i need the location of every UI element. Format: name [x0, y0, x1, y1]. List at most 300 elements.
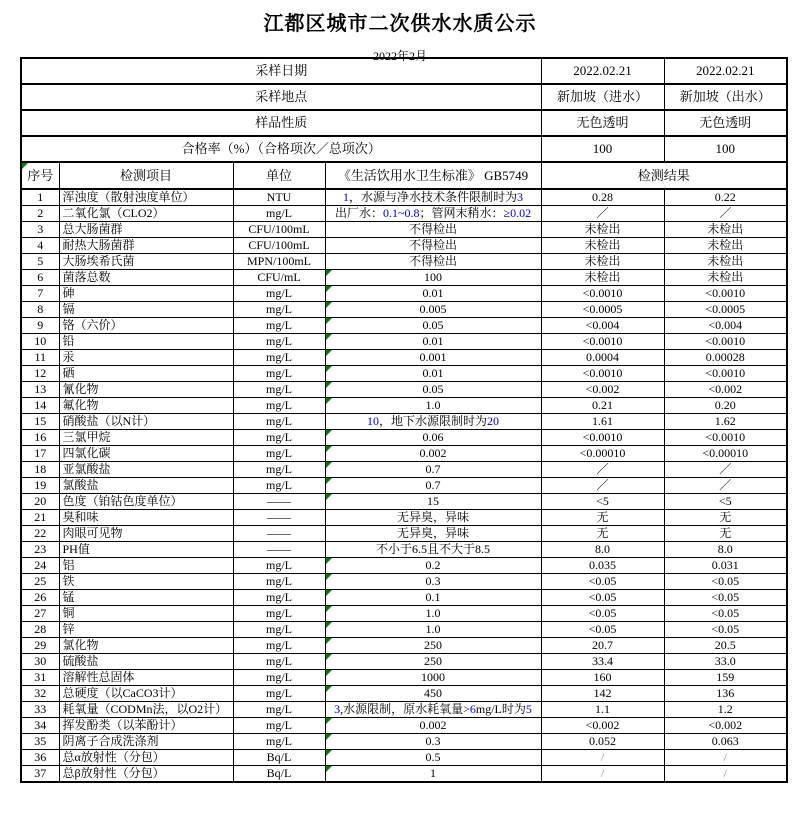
row-index: 6: [21, 270, 59, 286]
table-row: [21, 189, 787, 206]
row-standard: 250: [325, 638, 541, 654]
row-index: 30: [21, 654, 59, 670]
row-unit: mg/L: [233, 206, 325, 222]
row-item: 氯酸盐: [59, 478, 233, 494]
row-result-1: <0.05: [541, 622, 664, 638]
row-item: 氟化物: [59, 398, 233, 414]
row-item: 铁: [59, 574, 233, 590]
row-index: 7: [21, 286, 59, 302]
row-item: 总β放射性（分包）: [59, 766, 233, 783]
table-row: [21, 558, 787, 574]
row-item: 砷: [59, 286, 233, 302]
row-standard: 0.01: [325, 366, 541, 382]
table-row: [21, 254, 787, 270]
row-result-2: ／: [664, 478, 787, 494]
row-result-1: <0.0005: [541, 302, 664, 318]
row-result-1: <0.0010: [541, 366, 664, 382]
excel-flag-icon: [326, 430, 332, 436]
row-unit: mg/L: [233, 574, 325, 590]
table-row: [21, 638, 787, 654]
row-result-1: <0.0010: [541, 334, 664, 350]
row-unit: mg/L: [233, 590, 325, 606]
row-unit: mg/L: [233, 622, 325, 638]
row-standard: 无异臭，异味: [325, 510, 541, 526]
row-unit: NTU: [233, 189, 325, 206]
excel-flag-icon: [326, 302, 332, 308]
row-result-1: 未检出: [541, 270, 664, 286]
table-row: [21, 622, 787, 638]
excel-flag-icon: [326, 590, 332, 596]
row-unit: MPN/100mL: [233, 254, 325, 270]
row-item: 总大肠菌群: [59, 222, 233, 238]
row-index: 10: [21, 334, 59, 350]
excel-flag-icon: [326, 766, 332, 772]
table-row: [21, 222, 787, 238]
table-row: [21, 542, 787, 558]
row-unit: mg/L: [233, 302, 325, 318]
row-index: 25: [21, 574, 59, 590]
excel-flag-icon: [326, 574, 332, 580]
row-unit: mg/L: [233, 462, 325, 478]
row-item: 三氯甲烷: [59, 430, 233, 446]
row-result-1: <0.0010: [541, 286, 664, 302]
row-unit: mg/L: [233, 430, 325, 446]
excel-flag-icon: [326, 318, 332, 324]
row-index: 26: [21, 590, 59, 606]
row-item: 铅: [59, 334, 233, 350]
row-result-2: 1.62: [664, 414, 787, 430]
row-result-1: 未检出: [541, 238, 664, 254]
row-result-1: <0.00010: [541, 446, 664, 462]
row-result-1: 无: [541, 510, 664, 526]
row-standard: 1，水源与净水技术条件限制时为3: [325, 189, 541, 206]
row-standard: 1.0: [325, 398, 541, 414]
excel-flag-icon: [326, 494, 332, 500]
table-row: [21, 750, 787, 766]
table-row: [21, 334, 787, 350]
row-result-2: 未检出: [664, 222, 787, 238]
row-unit: mg/L: [233, 398, 325, 414]
table-row: [21, 526, 787, 542]
row-standard: 0.1: [325, 590, 541, 606]
sampling-date-label: 采样日期: [21, 58, 541, 84]
row-unit: mg/L: [233, 606, 325, 622]
row-result-2: <0.0005: [664, 302, 787, 318]
row-result-2: <0.0010: [664, 286, 787, 302]
row-standard: 1000: [325, 670, 541, 686]
row-item: 耐热大肠菌群: [59, 238, 233, 254]
excel-flag-icon: [326, 270, 332, 276]
row-result-1: 无: [541, 526, 664, 542]
row-result-1: 未检出: [541, 254, 664, 270]
row-unit: mg/L: [233, 654, 325, 670]
row-item: 铜: [59, 606, 233, 622]
row-result-1: <0.05: [541, 590, 664, 606]
row-item: 亚氯酸盐: [59, 462, 233, 478]
table-row: [21, 462, 787, 478]
row-result-1: <0.0010: [541, 430, 664, 446]
row-index: 1: [21, 189, 59, 206]
row-unit: mg/L: [233, 558, 325, 574]
row-index: 17: [21, 446, 59, 462]
row-item: 氰化物: [59, 382, 233, 398]
row-index: 8: [21, 302, 59, 318]
row-result-2: <0.0010: [664, 430, 787, 446]
row-standard: 0.05: [325, 318, 541, 334]
info-row-pass-rate: [21, 136, 787, 162]
table-row: [21, 494, 787, 510]
row-item: 四氯化碳: [59, 446, 233, 462]
row-item: 总硬度（以CaCO3计）: [59, 686, 233, 702]
row-unit: mg/L: [233, 670, 325, 686]
row-result-1: /: [541, 766, 664, 783]
row-result-2: 0.20: [664, 398, 787, 414]
table-row: [21, 366, 787, 382]
row-result-2: /: [664, 766, 787, 783]
row-unit: mg/L: [233, 734, 325, 750]
row-standard: 无异臭，异味: [325, 526, 541, 542]
table-row: [21, 270, 787, 286]
water-quality-table: [20, 57, 788, 783]
row-item: 菌落总数: [59, 270, 233, 286]
table-row: [21, 590, 787, 606]
row-result-1: 0.052: [541, 734, 664, 750]
row-index: 9: [21, 318, 59, 334]
row-index: 23: [21, 542, 59, 558]
table-row: [21, 382, 787, 398]
row-standard: 0.06: [325, 430, 541, 446]
row-item: 铬（六价）: [59, 318, 233, 334]
row-result-2: <0.002: [664, 382, 787, 398]
row-unit: mg/L: [233, 350, 325, 366]
row-standard: 不得检出: [325, 222, 541, 238]
row-item: 挥发酚类（以苯酚计）: [59, 718, 233, 734]
table-row: [21, 430, 787, 446]
row-result-1: 0.28: [541, 189, 664, 206]
excel-flag-icon: [326, 734, 332, 740]
row-result-2: ／: [664, 206, 787, 222]
row-index: 2: [21, 206, 59, 222]
row-item: 汞: [59, 350, 233, 366]
excel-flag-icon: [326, 558, 332, 564]
row-item: 浑浊度（散射浊度单位）: [59, 189, 233, 206]
row-index: 29: [21, 638, 59, 654]
column-header-item: 检测项目: [59, 162, 233, 189]
row-unit: mg/L: [233, 478, 325, 494]
row-index: 32: [21, 686, 59, 702]
row-unit: ——: [233, 510, 325, 526]
row-unit: ——: [233, 494, 325, 510]
page-subtitle: 2022年2月: [372, 49, 427, 63]
row-result-2: <0.0010: [664, 334, 787, 350]
row-item: 铝: [59, 558, 233, 574]
row-result-1: <0.05: [541, 574, 664, 590]
row-unit: ——: [233, 542, 325, 558]
table-row: [21, 734, 787, 750]
row-standard: 不得检出: [325, 254, 541, 270]
excel-flag-icon: [326, 606, 332, 612]
row-unit: ——: [233, 526, 325, 542]
sample-nature-value-1: 无色透明: [541, 110, 664, 136]
row-result-1: 0.21: [541, 398, 664, 414]
row-result-2: 0.063: [664, 734, 787, 750]
row-index: 15: [21, 414, 59, 430]
row-standard: 不小于6.5且不大于8.5: [325, 542, 541, 558]
row-result-2: 0.22: [664, 189, 787, 206]
row-result-2: ／: [664, 462, 787, 478]
excel-flag-icon: [326, 382, 332, 388]
row-standard: 0.01: [325, 334, 541, 350]
info-row-sampling-date: [21, 58, 787, 84]
row-result-2: 20.5: [664, 638, 787, 654]
row-standard: 0.002: [325, 446, 541, 462]
row-standard: 0.001: [325, 350, 541, 366]
row-result-2: 159: [664, 670, 787, 686]
row-result-1: 33.4: [541, 654, 664, 670]
row-result-2: 无: [664, 510, 787, 526]
row-standard: 15: [325, 494, 541, 510]
row-result-2: <0.05: [664, 574, 787, 590]
row-unit: mg/L: [233, 702, 325, 718]
table-row: [21, 206, 787, 222]
excel-flag-icon: [326, 350, 332, 356]
row-unit: mg/L: [233, 382, 325, 398]
pass-rate-value-2: 100: [664, 136, 787, 162]
row-standard: 10，地下水源限制时为20: [325, 414, 541, 430]
row-result-2: 无: [664, 526, 787, 542]
row-unit: CFU/100mL: [233, 238, 325, 254]
excel-flag-icon: [326, 750, 332, 756]
row-unit: Bq/L: [233, 766, 325, 783]
row-item: 硒: [59, 366, 233, 382]
table-row: [21, 318, 787, 334]
excel-flag-icon: [326, 670, 332, 676]
table-row: [21, 446, 787, 462]
row-index: 12: [21, 366, 59, 382]
row-item: 总α放射性（分包）: [59, 750, 233, 766]
row-result-2: <0.002: [664, 718, 787, 734]
row-result-1: /: [541, 750, 664, 766]
row-result-2: <0.05: [664, 590, 787, 606]
data-rows: [21, 189, 787, 782]
excel-flag-icon: [326, 366, 332, 372]
row-result-2: /: [664, 750, 787, 766]
excel-flag-icon: [326, 718, 332, 724]
row-index: 31: [21, 670, 59, 686]
sampling-location-value-2: 新加坡（出水）: [664, 84, 787, 110]
column-header-row: [21, 162, 787, 189]
row-standard: 0.01: [325, 286, 541, 302]
row-unit: mg/L: [233, 686, 325, 702]
row-result-1: 142: [541, 686, 664, 702]
excel-flag-icon: [326, 286, 332, 292]
row-result-1: ／: [541, 462, 664, 478]
row-index: 20: [21, 494, 59, 510]
table-row: [21, 702, 787, 718]
row-result-2: 136: [664, 686, 787, 702]
row-unit: mg/L: [233, 718, 325, 734]
row-standard: 0.005: [325, 302, 541, 318]
row-item: PH值: [59, 542, 233, 558]
row-result-2: 未检出: [664, 238, 787, 254]
row-result-1: ／: [541, 206, 664, 222]
row-result-1: 8.0: [541, 542, 664, 558]
row-item: 镉: [59, 302, 233, 318]
row-standard: 0.5: [325, 750, 541, 766]
row-index: 19: [21, 478, 59, 494]
sample-nature-label: 样品性质: [21, 110, 541, 136]
table-row: [21, 238, 787, 254]
table-row: [21, 510, 787, 526]
row-index: 13: [21, 382, 59, 398]
sampling-date-value-2: 2022.02.21: [664, 58, 787, 84]
row-item: 硝酸盐（以N计）: [59, 414, 233, 430]
row-index: 22: [21, 526, 59, 542]
table-row: [21, 478, 787, 494]
excel-flag-icon: [326, 686, 332, 692]
row-result-1: 0.0004: [541, 350, 664, 366]
row-result-1: <0.002: [541, 382, 664, 398]
row-index: 3: [21, 222, 59, 238]
row-item: 臭和味: [59, 510, 233, 526]
row-item: 溶解性总固体: [59, 670, 233, 686]
row-item: 耗氧量（CODMn法，以O2计）: [59, 702, 233, 718]
excel-flag-icon: [326, 638, 332, 644]
row-result-2: 未检出: [664, 270, 787, 286]
row-result-1: ／: [541, 478, 664, 494]
row-standard: 1: [325, 766, 541, 783]
row-standard: 3,水源限制，原水耗氧量>6mg/L时为5: [325, 702, 541, 718]
row-standard: 不得检出: [325, 238, 541, 254]
row-unit: mg/L: [233, 366, 325, 382]
row-result-1: <5: [541, 494, 664, 510]
row-result-2: 33.0: [664, 654, 787, 670]
row-standard: 450: [325, 686, 541, 702]
info-row-sample-nature: [21, 110, 787, 136]
sampling-date-value-1: 2022.02.21: [541, 58, 664, 84]
row-standard: 1.0: [325, 622, 541, 638]
table-row: [21, 606, 787, 622]
row-result-2: 8.0: [664, 542, 787, 558]
excel-flag-icon: [326, 622, 332, 628]
row-standard: 100: [325, 270, 541, 286]
row-result-1: <0.002: [541, 718, 664, 734]
table-row: [21, 670, 787, 686]
table-row: [21, 350, 787, 366]
column-header-unit: 单位: [233, 162, 325, 189]
row-unit: CFU/mL: [233, 270, 325, 286]
row-standard: 0.3: [325, 734, 541, 750]
row-result-2: 0.00028: [664, 350, 787, 366]
row-standard: 0.002: [325, 718, 541, 734]
row-index: 24: [21, 558, 59, 574]
row-item: 肉眼可见物: [59, 526, 233, 542]
info-rows: [21, 58, 787, 189]
row-standard: 0.7: [325, 462, 541, 478]
row-result-1: 1.61: [541, 414, 664, 430]
row-unit: mg/L: [233, 414, 325, 430]
row-result-2: <0.00010: [664, 446, 787, 462]
table-row: [21, 414, 787, 430]
sampling-location-label: 采样地点: [21, 84, 541, 110]
row-item: 锰: [59, 590, 233, 606]
pass-rate-label: 合格率（%）（合格项次／总项次）: [21, 136, 541, 162]
row-index: 27: [21, 606, 59, 622]
row-unit: mg/L: [233, 446, 325, 462]
row-unit: mg/L: [233, 638, 325, 654]
row-standard: 0.05: [325, 382, 541, 398]
row-standard: 0.3: [325, 574, 541, 590]
row-index: 5: [21, 254, 59, 270]
row-result-1: 160: [541, 670, 664, 686]
row-unit: mg/L: [233, 286, 325, 302]
excel-flag-icon: [326, 654, 332, 660]
row-index: 34: [21, 718, 59, 734]
row-unit: CFU/100mL: [233, 222, 325, 238]
table-row: [21, 286, 787, 302]
row-item: 阴离子合成洗涤剂: [59, 734, 233, 750]
row-item: 锌: [59, 622, 233, 638]
row-result-1: 未检出: [541, 222, 664, 238]
row-standard: 0.7: [325, 478, 541, 494]
row-index: 36: [21, 750, 59, 766]
table-row: [21, 766, 787, 783]
row-unit: mg/L: [233, 334, 325, 350]
row-standard: 250: [325, 654, 541, 670]
table-row: [21, 398, 787, 414]
row-item: 色度（铂钴色度单位）: [59, 494, 233, 510]
excel-flag-icon: [326, 334, 332, 340]
row-standard: 出厂水：0.1~0.8；管网末稍水：≥0.02: [325, 206, 541, 222]
table-row: [21, 718, 787, 734]
table-row: [21, 302, 787, 318]
row-index: 14: [21, 398, 59, 414]
row-index: 16: [21, 430, 59, 446]
page-title: 江都区城市二次供水水质公示: [263, 13, 537, 35]
pass-rate-value-1: 100: [541, 136, 664, 162]
row-result-2: <5: [664, 494, 787, 510]
sample-nature-value-2: 无色透明: [664, 110, 787, 136]
row-index: 28: [21, 622, 59, 638]
row-result-1: <0.004: [541, 318, 664, 334]
row-index: 4: [21, 238, 59, 254]
row-item: 大肠埃希氏菌: [59, 254, 233, 270]
sampling-location-value-1: 新加坡（进水）: [541, 84, 664, 110]
row-item: 二氧化氯（CLO2）: [59, 206, 233, 222]
row-item: 硫酸盐: [59, 654, 233, 670]
table-row: [21, 686, 787, 702]
row-index: 35: [21, 734, 59, 750]
row-result-2: 1.2: [664, 702, 787, 718]
excel-flag-icon: [326, 398, 332, 404]
excel-flag-icon: [326, 462, 332, 468]
excel-flag-icon: [22, 163, 28, 169]
column-header-index: 序号: [21, 162, 59, 189]
excel-flag-icon: [326, 478, 332, 484]
row-result-1: <0.05: [541, 606, 664, 622]
row-item: 氯化物: [59, 638, 233, 654]
table-row: [21, 654, 787, 670]
row-result-2: <0.004: [664, 318, 787, 334]
column-header-result: 检测结果: [541, 162, 787, 189]
row-result-2: <0.05: [664, 606, 787, 622]
excel-flag-icon: [326, 446, 332, 452]
row-standard: 1.0: [325, 606, 541, 622]
table-row: [21, 574, 787, 590]
column-header-standard: 《生活饮用水卫生标准》 GB5749: [325, 162, 541, 189]
row-index: 18: [21, 462, 59, 478]
row-index: 33: [21, 702, 59, 718]
